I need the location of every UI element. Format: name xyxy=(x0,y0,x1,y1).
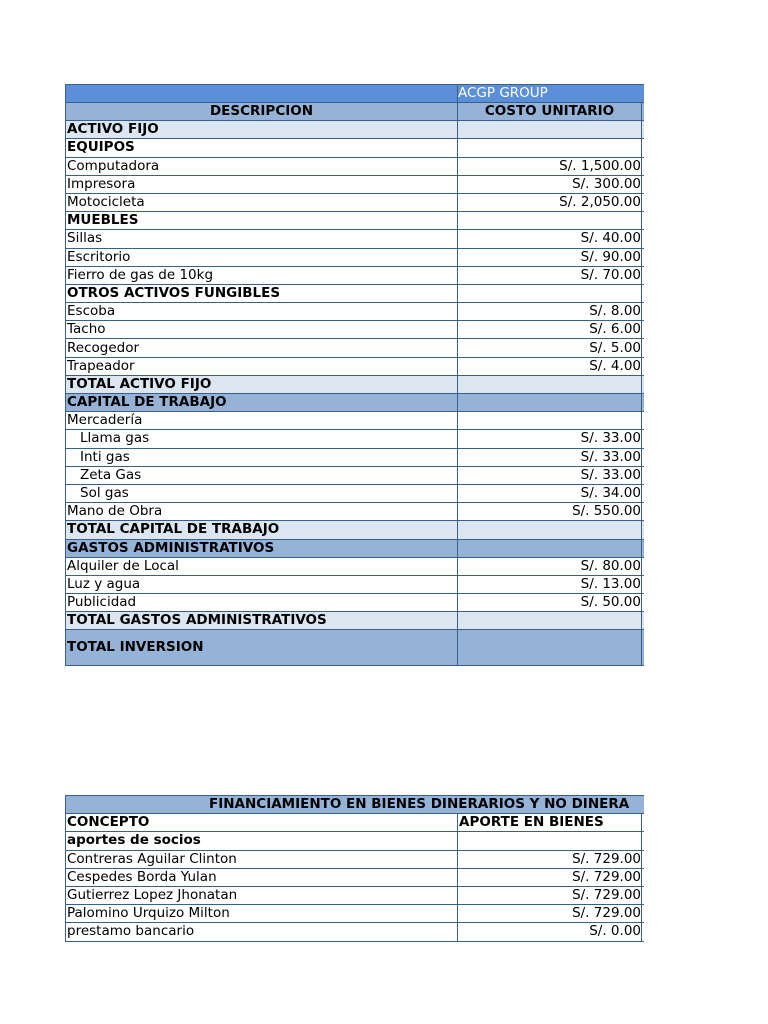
investment-row xyxy=(66,193,645,211)
row-extra-cell[interactable] xyxy=(642,466,645,484)
row-label[interactable]: Palomino Urquizo Milton xyxy=(66,905,458,923)
row-label[interactable]: Trapeador xyxy=(66,357,458,375)
row-label[interactable]: Motocicleta xyxy=(66,193,458,211)
row-label[interactable]: CAPITAL DE TRABAJO xyxy=(66,394,458,412)
row-value[interactable]: S/. 40.00 xyxy=(458,230,642,248)
row-label[interactable]: TOTAL GASTOS ADMINISTRATIVOS xyxy=(66,612,458,630)
investment-row xyxy=(66,575,645,593)
row-value[interactable] xyxy=(458,394,642,412)
row-value[interactable] xyxy=(458,832,642,850)
row-extra-cell[interactable] xyxy=(642,212,645,230)
row-label[interactable]: ACTIVO FIJO xyxy=(66,121,458,139)
row-extra-cell[interactable] xyxy=(642,448,645,466)
investment-row xyxy=(66,521,645,539)
investment-row xyxy=(66,266,645,284)
financing-row xyxy=(66,850,645,868)
investment-row xyxy=(66,284,645,302)
row-extra-cell[interactable] xyxy=(642,521,645,539)
header-description[interactable]: DESCRIPCION xyxy=(66,103,458,121)
investment-table-wrapper xyxy=(65,84,644,666)
row-label[interactable]: Contreras Aguilar Clinton xyxy=(66,850,458,868)
row-label[interactable]: Escritorio xyxy=(66,248,458,266)
investment-row xyxy=(66,212,645,230)
investment-row xyxy=(66,612,645,630)
row-value[interactable]: S/. 50.00 xyxy=(458,594,642,612)
row-label[interactable]: Mercadería xyxy=(66,412,458,430)
row-label[interactable]: aportes de socios xyxy=(66,832,458,850)
row-label[interactable]: Llama gas xyxy=(66,430,458,448)
header-concept[interactable]: CONCEPTO xyxy=(66,814,458,832)
row-value[interactable]: S/. 33.00 xyxy=(458,448,642,466)
row-extra-cell[interactable] xyxy=(642,157,645,175)
row-extra-cell[interactable] xyxy=(642,575,645,593)
row-value[interactable]: S/. 729.00 xyxy=(458,905,642,923)
row-extra-cell[interactable] xyxy=(642,923,645,941)
investment-row xyxy=(66,230,645,248)
financing-title[interactable]: FINANCIAMIENTO EN BIENES DINERARIOS Y NO DINERA xyxy=(66,796,645,814)
row-extra-cell[interactable] xyxy=(642,630,645,666)
row-value[interactable] xyxy=(458,412,642,430)
row-value[interactable] xyxy=(458,539,642,557)
row-label[interactable]: Alquiler de Local xyxy=(66,557,458,575)
row-label[interactable]: TOTAL ACTIVO FIJO xyxy=(66,375,458,393)
row-label[interactable]: EQUIPOS xyxy=(66,139,458,157)
financing-table-wrapper xyxy=(65,795,644,942)
row-value[interactable]: S/. 0.00 xyxy=(458,923,642,941)
row-value[interactable]: S/. 300.00 xyxy=(458,175,642,193)
investment-row xyxy=(66,248,645,266)
investment-row xyxy=(66,357,645,375)
investment-row xyxy=(66,175,645,193)
row-label[interactable]: TOTAL CAPITAL DE TRABAJO xyxy=(66,521,458,539)
row-label[interactable]: Recogedor xyxy=(66,339,458,357)
row-value[interactable]: S/. 2,050.00 xyxy=(458,193,642,211)
investment-row xyxy=(66,448,645,466)
total-investment-row xyxy=(66,630,645,666)
financing-header-row xyxy=(66,814,645,832)
total-investment-label[interactable]: TOTAL INVERSION xyxy=(66,630,458,666)
row-value[interactable] xyxy=(458,612,642,630)
row-extra-cell[interactable] xyxy=(642,612,645,630)
row-extra-cell[interactable] xyxy=(642,886,645,904)
row-extra-cell[interactable] xyxy=(642,832,645,850)
row-extra-cell[interactable] xyxy=(642,121,645,139)
row-value[interactable]: S/. 729.00 xyxy=(458,850,642,868)
row-extra-cell[interactable] xyxy=(642,394,645,412)
row-value[interactable]: S/. 34.00 xyxy=(458,484,642,502)
row-label[interactable]: GASTOS ADMINISTRATIVOS xyxy=(66,539,458,557)
row-extra-cell[interactable] xyxy=(642,503,645,521)
row-value[interactable]: S/. 4.00 xyxy=(458,357,642,375)
row-value[interactable] xyxy=(458,139,642,157)
header-extra-cell[interactable] xyxy=(642,103,645,121)
company-banner-row xyxy=(66,85,645,103)
row-value[interactable] xyxy=(458,521,642,539)
company-name[interactable]: ACGP GROUP xyxy=(458,85,645,103)
investment-row xyxy=(66,430,645,448)
row-extra-cell[interactable] xyxy=(642,303,645,321)
row-label[interactable]: prestamo bancario xyxy=(66,923,458,941)
financing-title-row xyxy=(66,796,645,814)
row-label[interactable]: Fierro de gas de 10kg xyxy=(66,266,458,284)
financing-row xyxy=(66,923,645,941)
row-value[interactable]: S/. 90.00 xyxy=(458,248,642,266)
row-extra-cell[interactable] xyxy=(642,557,645,575)
investment-row xyxy=(66,157,645,175)
investment-row xyxy=(66,539,645,557)
row-extra-cell[interactable] xyxy=(642,284,645,302)
investment-row xyxy=(66,303,645,321)
investment-row xyxy=(66,466,645,484)
header-extra-cell[interactable] xyxy=(642,814,645,832)
row-value[interactable]: S/. 33.00 xyxy=(458,466,642,484)
investment-row xyxy=(66,503,645,521)
row-extra-cell[interactable] xyxy=(642,248,645,266)
row-label[interactable]: Publicidad xyxy=(66,594,458,612)
investment-row xyxy=(66,484,645,502)
row-label[interactable]: Mano de Obra xyxy=(66,503,458,521)
investment-row xyxy=(66,375,645,393)
banner-blank-cell[interactable] xyxy=(66,85,458,103)
row-extra-cell[interactable] xyxy=(642,193,645,211)
row-value[interactable]: S/. 6.00 xyxy=(458,321,642,339)
row-value[interactable]: S/. 550.00 xyxy=(458,503,642,521)
row-extra-cell[interactable] xyxy=(642,321,645,339)
row-extra-cell[interactable] xyxy=(642,266,645,284)
row-extra-cell[interactable] xyxy=(642,539,645,557)
investment-row xyxy=(66,412,645,430)
financing-row xyxy=(66,868,645,886)
row-extra-cell[interactable] xyxy=(642,594,645,612)
row-label[interactable]: Cespedes Borda Yulan xyxy=(66,868,458,886)
investment-table xyxy=(65,84,644,666)
row-extra-cell[interactable] xyxy=(642,375,645,393)
row-value[interactable]: S/. 5.00 xyxy=(458,339,642,357)
row-value[interactable] xyxy=(458,284,642,302)
row-label[interactable]: Impresora xyxy=(66,175,458,193)
financing-row xyxy=(66,832,645,850)
row-extra-cell[interactable] xyxy=(642,850,645,868)
row-label[interactable]: Sol gas xyxy=(66,484,458,502)
row-extra-cell[interactable] xyxy=(642,484,645,502)
row-value[interactable]: S/. 70.00 xyxy=(458,266,642,284)
row-extra-cell[interactable] xyxy=(642,339,645,357)
row-extra-cell[interactable] xyxy=(642,868,645,886)
investment-row xyxy=(66,121,645,139)
financing-row xyxy=(66,886,645,904)
row-value[interactable]: S/. 13.00 xyxy=(458,575,642,593)
row-label[interactable]: Inti gas xyxy=(66,448,458,466)
investment-row xyxy=(66,557,645,575)
row-extra-cell[interactable] xyxy=(642,357,645,375)
row-extra-cell[interactable] xyxy=(642,175,645,193)
investment-row xyxy=(66,321,645,339)
row-label[interactable]: Luz y agua xyxy=(66,575,458,593)
row-value[interactable] xyxy=(458,212,642,230)
investment-row xyxy=(66,339,645,357)
financing-row xyxy=(66,905,645,923)
row-extra-cell[interactable] xyxy=(642,430,645,448)
row-extra-cell[interactable] xyxy=(642,139,645,157)
row-value[interactable]: S/. 33.00 xyxy=(458,430,642,448)
row-value[interactable]: S/. 1,500.00 xyxy=(458,157,642,175)
header-contribution[interactable]: APORTE EN BIENES xyxy=(458,814,642,832)
total-investment-value[interactable] xyxy=(458,630,642,666)
row-label[interactable]: Tacho xyxy=(66,321,458,339)
row-extra-cell[interactable] xyxy=(642,230,645,248)
row-value[interactable]: S/. 729.00 xyxy=(458,886,642,904)
row-value[interactable]: S/. 729.00 xyxy=(458,868,642,886)
row-label[interactable]: Escoba xyxy=(66,303,458,321)
investment-row xyxy=(66,139,645,157)
row-value[interactable]: S/. 80.00 xyxy=(458,557,642,575)
row-value[interactable] xyxy=(458,375,642,393)
financing-table xyxy=(65,795,644,942)
row-label[interactable]: Sillas xyxy=(66,230,458,248)
row-extra-cell[interactable] xyxy=(642,412,645,430)
row-value[interactable] xyxy=(458,121,642,139)
header-unit-cost[interactable]: COSTO UNITARIO xyxy=(458,103,642,121)
row-extra-cell[interactable] xyxy=(642,905,645,923)
row-label[interactable]: Computadora xyxy=(66,157,458,175)
row-label[interactable]: MUEBLES xyxy=(66,212,458,230)
row-label[interactable]: OTROS ACTIVOS FUNGIBLES xyxy=(66,284,458,302)
row-label[interactable]: Zeta Gas xyxy=(66,466,458,484)
header-row xyxy=(66,103,645,121)
row-label[interactable]: Gutierrez Lopez Jhonatan xyxy=(66,886,458,904)
row-value[interactable]: S/. 8.00 xyxy=(458,303,642,321)
investment-row xyxy=(66,394,645,412)
investment-row xyxy=(66,594,645,612)
